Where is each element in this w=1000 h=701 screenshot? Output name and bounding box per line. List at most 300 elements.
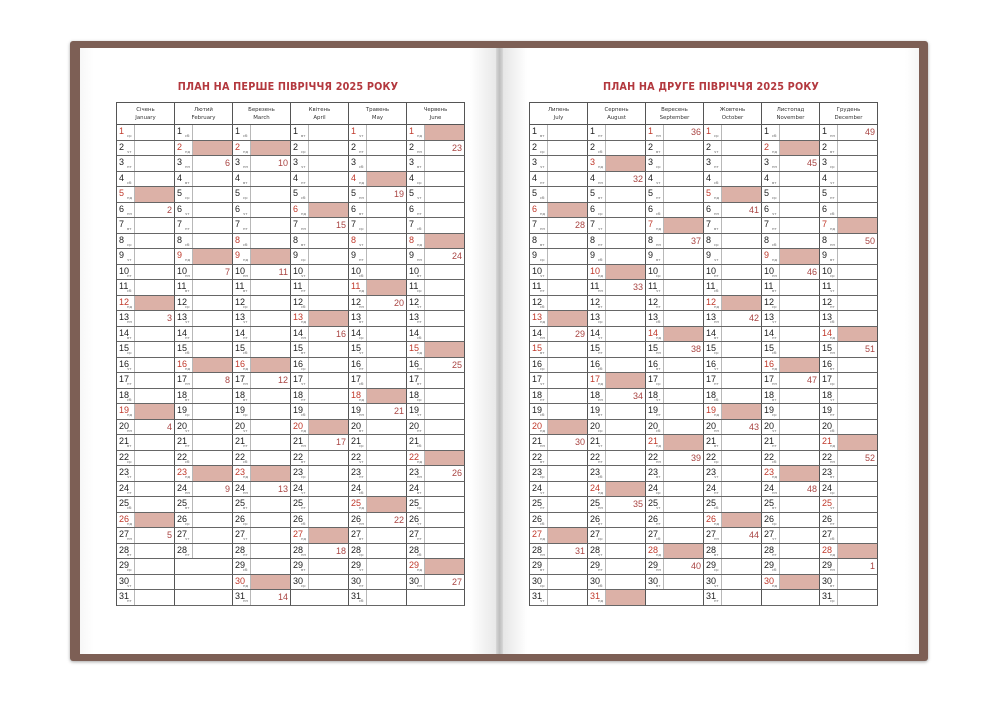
day-cell[interactable] <box>407 451 465 467</box>
day-cell[interactable] <box>704 280 762 296</box>
day-cell[interactable] <box>117 466 175 482</box>
day-cell[interactable] <box>588 482 646 498</box>
day-cell[interactable] <box>233 311 291 327</box>
day-cell[interactable] <box>349 358 407 374</box>
day-cell[interactable] <box>117 265 175 281</box>
day-cell[interactable] <box>704 249 762 265</box>
day-cell[interactable] <box>704 265 762 281</box>
day-cell[interactable] <box>762 203 820 219</box>
day-cell[interactable] <box>704 141 762 157</box>
day-cell[interactable] <box>117 342 175 358</box>
day-cell[interactable] <box>175 389 233 405</box>
day-cell[interactable] <box>349 544 407 560</box>
day-cell[interactable] <box>530 528 588 544</box>
day-cell[interactable] <box>349 404 407 420</box>
day-cell[interactable] <box>175 311 233 327</box>
day-cell[interactable] <box>291 280 349 296</box>
day-cell[interactable] <box>117 234 175 250</box>
day-cell[interactable] <box>588 420 646 436</box>
day-cell[interactable] <box>117 559 175 575</box>
day-cell[interactable] <box>762 296 820 312</box>
day-cell[interactable] <box>291 234 349 250</box>
day-cell[interactable] <box>407 420 465 436</box>
day-cell[interactable] <box>704 156 762 172</box>
day-cell[interactable] <box>233 342 291 358</box>
day-cell[interactable] <box>117 482 175 498</box>
day-cell[interactable] <box>349 187 407 203</box>
day-cell[interactable] <box>175 513 233 529</box>
day-cell[interactable] <box>233 544 291 560</box>
day-cell[interactable] <box>117 125 175 141</box>
day-cell[interactable] <box>704 544 762 560</box>
day-cell[interactable] <box>175 265 233 281</box>
day-cell[interactable] <box>762 172 820 188</box>
day-cell[interactable] <box>646 218 704 234</box>
day-cell[interactable] <box>175 234 233 250</box>
day-cell[interactable] <box>175 358 233 374</box>
day-cell[interactable] <box>175 218 233 234</box>
day-cell[interactable] <box>407 311 465 327</box>
day-cell[interactable] <box>175 466 233 482</box>
day-cell[interactable] <box>117 528 175 544</box>
day-cell[interactable] <box>175 156 233 172</box>
day-cell[interactable] <box>233 559 291 575</box>
day-cell[interactable] <box>530 358 588 374</box>
day-cell[interactable] <box>820 141 878 157</box>
day-cell[interactable] <box>117 156 175 172</box>
day-cell[interactable] <box>762 373 820 389</box>
day-cell[interactable] <box>588 404 646 420</box>
day-cell[interactable] <box>704 373 762 389</box>
day-cell[interactable] <box>291 544 349 560</box>
day-cell[interactable] <box>646 575 704 591</box>
day-cell[interactable] <box>762 187 820 203</box>
day-cell[interactable] <box>646 466 704 482</box>
day-cell[interactable] <box>646 234 704 250</box>
day-cell[interactable] <box>233 172 291 188</box>
day-cell[interactable] <box>820 156 878 172</box>
day-cell[interactable] <box>762 311 820 327</box>
day-cell[interactable] <box>820 265 878 281</box>
day-cell[interactable] <box>588 342 646 358</box>
day-cell[interactable] <box>233 249 291 265</box>
day-cell[interactable] <box>646 280 704 296</box>
day-cell[interactable] <box>588 280 646 296</box>
day-cell[interactable] <box>407 234 465 250</box>
day-cell[interactable] <box>820 296 878 312</box>
day-cell[interactable] <box>291 559 349 575</box>
day-cell[interactable] <box>820 327 878 343</box>
day-cell[interactable] <box>762 280 820 296</box>
day-cell[interactable] <box>117 218 175 234</box>
day-cell[interactable] <box>407 141 465 157</box>
day-cell[interactable] <box>117 389 175 405</box>
day-cell[interactable] <box>291 466 349 482</box>
day-cell[interactable] <box>530 466 588 482</box>
day-cell[interactable] <box>646 513 704 529</box>
day-cell[interactable] <box>646 404 704 420</box>
day-cell[interactable] <box>407 544 465 560</box>
day-cell[interactable] <box>349 559 407 575</box>
day-cell[interactable] <box>117 280 175 296</box>
day-cell[interactable] <box>762 141 820 157</box>
day-cell[interactable] <box>820 528 878 544</box>
day-cell[interactable] <box>646 296 704 312</box>
day-cell[interactable] <box>704 590 762 606</box>
day-cell[interactable] <box>233 373 291 389</box>
day-cell[interactable] <box>349 389 407 405</box>
day-cell[interactable] <box>646 373 704 389</box>
day-cell[interactable] <box>349 497 407 513</box>
day-cell[interactable] <box>762 420 820 436</box>
day-cell[interactable] <box>588 187 646 203</box>
day-cell[interactable] <box>704 420 762 436</box>
day-cell[interactable] <box>588 249 646 265</box>
day-cell[interactable] <box>530 141 588 157</box>
day-cell[interactable] <box>291 451 349 467</box>
day-cell[interactable] <box>407 404 465 420</box>
day-cell[interactable] <box>349 172 407 188</box>
day-cell[interactable] <box>588 265 646 281</box>
day-cell[interactable] <box>762 528 820 544</box>
day-cell[interactable] <box>820 342 878 358</box>
day-cell[interactable] <box>530 187 588 203</box>
day-cell[interactable] <box>820 389 878 405</box>
day-cell[interactable] <box>588 528 646 544</box>
day-cell[interactable] <box>704 125 762 141</box>
day-cell[interactable] <box>530 590 588 606</box>
day-cell[interactable] <box>588 218 646 234</box>
day-cell[interactable] <box>530 544 588 560</box>
day-cell[interactable] <box>704 218 762 234</box>
day-cell[interactable] <box>646 482 704 498</box>
day-cell[interactable] <box>646 203 704 219</box>
day-cell[interactable] <box>820 435 878 451</box>
day-cell[interactable] <box>407 513 465 529</box>
day-cell[interactable] <box>349 125 407 141</box>
day-cell[interactable] <box>530 435 588 451</box>
day-cell[interactable] <box>530 156 588 172</box>
day-cell[interactable] <box>646 125 704 141</box>
day-cell[interactable] <box>349 203 407 219</box>
day-cell[interactable] <box>762 327 820 343</box>
day-cell[interactable] <box>530 296 588 312</box>
day-cell[interactable] <box>820 559 878 575</box>
day-cell[interactable] <box>704 435 762 451</box>
day-cell[interactable] <box>349 435 407 451</box>
day-cell[interactable] <box>407 389 465 405</box>
day-cell[interactable] <box>291 420 349 436</box>
day-cell[interactable] <box>820 234 878 250</box>
day-cell[interactable] <box>175 482 233 498</box>
day-cell[interactable] <box>233 590 291 606</box>
day-cell[interactable] <box>233 420 291 436</box>
day-cell[interactable] <box>233 513 291 529</box>
day-cell[interactable] <box>530 513 588 529</box>
day-cell[interactable] <box>530 575 588 591</box>
day-cell[interactable] <box>762 265 820 281</box>
day-cell[interactable] <box>530 327 588 343</box>
day-cell[interactable] <box>762 234 820 250</box>
day-cell[interactable] <box>117 575 175 591</box>
day-cell[interactable] <box>530 249 588 265</box>
day-cell[interactable] <box>588 590 646 606</box>
day-cell[interactable] <box>117 590 175 606</box>
day-cell[interactable] <box>349 342 407 358</box>
day-cell[interactable] <box>762 358 820 374</box>
day-cell[interactable] <box>530 265 588 281</box>
day-cell[interactable] <box>820 513 878 529</box>
day-cell[interactable] <box>820 249 878 265</box>
day-cell[interactable] <box>233 528 291 544</box>
day-cell[interactable] <box>117 172 175 188</box>
day-cell[interactable] <box>646 544 704 560</box>
day-cell[interactable] <box>233 466 291 482</box>
day-cell[interactable] <box>704 172 762 188</box>
day-cell[interactable] <box>407 125 465 141</box>
day-cell[interactable] <box>530 559 588 575</box>
day-cell[interactable] <box>588 497 646 513</box>
day-cell[interactable] <box>820 420 878 436</box>
day-cell[interactable] <box>820 373 878 389</box>
day-cell[interactable] <box>588 575 646 591</box>
day-cell[interactable] <box>820 544 878 560</box>
day-cell[interactable] <box>233 125 291 141</box>
day-cell[interactable] <box>530 125 588 141</box>
day-cell[interactable] <box>233 575 291 591</box>
day-cell[interactable] <box>820 172 878 188</box>
day-cell[interactable] <box>349 141 407 157</box>
day-cell[interactable] <box>704 575 762 591</box>
day-cell[interactable] <box>407 203 465 219</box>
day-cell[interactable] <box>530 311 588 327</box>
day-cell[interactable] <box>704 497 762 513</box>
day-cell[interactable] <box>407 575 465 591</box>
day-cell[interactable] <box>704 311 762 327</box>
day-cell[interactable] <box>762 156 820 172</box>
day-cell[interactable] <box>407 156 465 172</box>
day-cell[interactable] <box>704 528 762 544</box>
day-cell[interactable] <box>588 156 646 172</box>
day-cell[interactable] <box>588 435 646 451</box>
day-cell[interactable] <box>646 187 704 203</box>
day-cell[interactable] <box>704 358 762 374</box>
day-cell[interactable] <box>291 435 349 451</box>
day-cell[interactable] <box>117 187 175 203</box>
day-cell[interactable] <box>646 358 704 374</box>
day-cell[interactable] <box>762 342 820 358</box>
day-cell[interactable] <box>349 482 407 498</box>
day-cell[interactable] <box>820 466 878 482</box>
day-cell[interactable] <box>588 125 646 141</box>
day-cell[interactable] <box>588 466 646 482</box>
day-cell[interactable] <box>291 482 349 498</box>
day-cell[interactable] <box>704 203 762 219</box>
day-cell[interactable] <box>291 187 349 203</box>
day-cell[interactable] <box>233 234 291 250</box>
day-cell[interactable] <box>291 265 349 281</box>
day-cell[interactable] <box>291 575 349 591</box>
day-cell[interactable] <box>820 482 878 498</box>
day-cell[interactable] <box>175 373 233 389</box>
day-cell[interactable] <box>704 513 762 529</box>
day-cell[interactable] <box>588 311 646 327</box>
day-cell[interactable] <box>646 420 704 436</box>
day-cell[interactable] <box>530 420 588 436</box>
day-cell[interactable] <box>407 497 465 513</box>
day-cell[interactable] <box>233 296 291 312</box>
day-cell[interactable] <box>762 451 820 467</box>
day-cell[interactable] <box>407 559 465 575</box>
day-cell[interactable] <box>175 249 233 265</box>
day-cell[interactable] <box>588 544 646 560</box>
day-cell[interactable] <box>117 513 175 529</box>
day-cell[interactable] <box>233 451 291 467</box>
day-cell[interactable] <box>704 466 762 482</box>
day-cell[interactable] <box>588 389 646 405</box>
day-cell[interactable] <box>530 172 588 188</box>
day-cell[interactable] <box>175 528 233 544</box>
day-cell[interactable] <box>175 544 233 560</box>
day-cell[interactable] <box>175 342 233 358</box>
day-cell[interactable] <box>291 513 349 529</box>
day-cell[interactable] <box>820 404 878 420</box>
day-cell[interactable] <box>646 497 704 513</box>
day-cell[interactable] <box>588 358 646 374</box>
day-cell[interactable] <box>117 327 175 343</box>
day-cell[interactable] <box>291 528 349 544</box>
day-cell[interactable] <box>530 203 588 219</box>
day-cell[interactable] <box>820 187 878 203</box>
day-cell[interactable] <box>233 389 291 405</box>
day-cell[interactable] <box>646 327 704 343</box>
day-cell[interactable] <box>530 342 588 358</box>
day-cell[interactable] <box>407 280 465 296</box>
day-cell[interactable] <box>117 203 175 219</box>
day-cell[interactable] <box>175 327 233 343</box>
day-cell[interactable] <box>233 358 291 374</box>
day-cell[interactable] <box>646 389 704 405</box>
day-cell[interactable] <box>349 528 407 544</box>
day-cell[interactable] <box>407 373 465 389</box>
day-cell[interactable] <box>175 172 233 188</box>
day-cell[interactable] <box>233 327 291 343</box>
day-cell[interactable] <box>175 420 233 436</box>
day-cell[interactable] <box>117 249 175 265</box>
day-cell[interactable] <box>291 249 349 265</box>
day-cell[interactable] <box>407 435 465 451</box>
day-cell[interactable] <box>233 497 291 513</box>
day-cell[interactable] <box>588 203 646 219</box>
day-cell[interactable] <box>349 218 407 234</box>
day-cell[interactable] <box>762 497 820 513</box>
day-cell[interactable] <box>291 373 349 389</box>
day-cell[interactable] <box>117 358 175 374</box>
day-cell[interactable] <box>704 404 762 420</box>
day-cell[interactable] <box>762 435 820 451</box>
day-cell[interactable] <box>820 125 878 141</box>
day-cell[interactable] <box>175 451 233 467</box>
day-cell[interactable] <box>291 358 349 374</box>
day-cell[interactable] <box>530 497 588 513</box>
day-cell[interactable] <box>820 280 878 296</box>
day-cell[interactable] <box>820 590 878 606</box>
day-cell[interactable] <box>291 203 349 219</box>
day-cell[interactable] <box>646 559 704 575</box>
day-cell[interactable] <box>588 373 646 389</box>
day-cell[interactable] <box>291 125 349 141</box>
day-cell[interactable] <box>291 218 349 234</box>
day-cell[interactable] <box>349 311 407 327</box>
day-cell[interactable] <box>117 435 175 451</box>
day-cell[interactable] <box>349 296 407 312</box>
day-cell[interactable] <box>175 187 233 203</box>
day-cell[interactable] <box>291 172 349 188</box>
day-cell[interactable] <box>349 513 407 529</box>
day-cell[interactable] <box>349 451 407 467</box>
day-cell[interactable] <box>762 559 820 575</box>
day-cell[interactable] <box>704 234 762 250</box>
day-cell[interactable] <box>646 172 704 188</box>
day-cell[interactable] <box>291 296 349 312</box>
day-cell[interactable] <box>407 466 465 482</box>
day-cell[interactable] <box>175 125 233 141</box>
day-cell[interactable] <box>175 141 233 157</box>
day-cell[interactable] <box>233 265 291 281</box>
day-cell[interactable] <box>704 451 762 467</box>
day-cell[interactable] <box>117 420 175 436</box>
day-cell[interactable] <box>117 497 175 513</box>
day-cell[interactable] <box>291 156 349 172</box>
day-cell[interactable] <box>117 544 175 560</box>
day-cell[interactable] <box>588 172 646 188</box>
day-cell[interactable] <box>704 327 762 343</box>
day-cell[interactable] <box>233 280 291 296</box>
day-cell[interactable] <box>233 203 291 219</box>
day-cell[interactable] <box>233 187 291 203</box>
day-cell[interactable] <box>588 513 646 529</box>
day-cell[interactable] <box>762 404 820 420</box>
day-cell[interactable] <box>291 141 349 157</box>
day-cell[interactable] <box>762 389 820 405</box>
day-cell[interactable] <box>820 451 878 467</box>
day-cell[interactable] <box>704 187 762 203</box>
day-cell[interactable] <box>407 327 465 343</box>
day-cell[interactable] <box>704 342 762 358</box>
day-cell[interactable] <box>349 420 407 436</box>
day-cell[interactable] <box>646 435 704 451</box>
day-cell[interactable] <box>646 265 704 281</box>
day-cell[interactable] <box>646 156 704 172</box>
day-cell[interactable] <box>530 218 588 234</box>
day-cell[interactable] <box>349 590 407 606</box>
day-cell[interactable] <box>349 234 407 250</box>
day-cell[interactable] <box>588 327 646 343</box>
day-cell[interactable] <box>291 389 349 405</box>
day-cell[interactable] <box>407 482 465 498</box>
day-cell[interactable] <box>820 203 878 219</box>
day-cell[interactable] <box>762 575 820 591</box>
day-cell[interactable] <box>175 497 233 513</box>
day-cell[interactable] <box>762 466 820 482</box>
day-cell[interactable] <box>588 559 646 575</box>
day-cell[interactable] <box>762 218 820 234</box>
day-cell[interactable] <box>820 358 878 374</box>
day-cell[interactable] <box>820 311 878 327</box>
day-cell[interactable] <box>762 249 820 265</box>
day-cell[interactable] <box>175 280 233 296</box>
day-cell[interactable] <box>291 342 349 358</box>
